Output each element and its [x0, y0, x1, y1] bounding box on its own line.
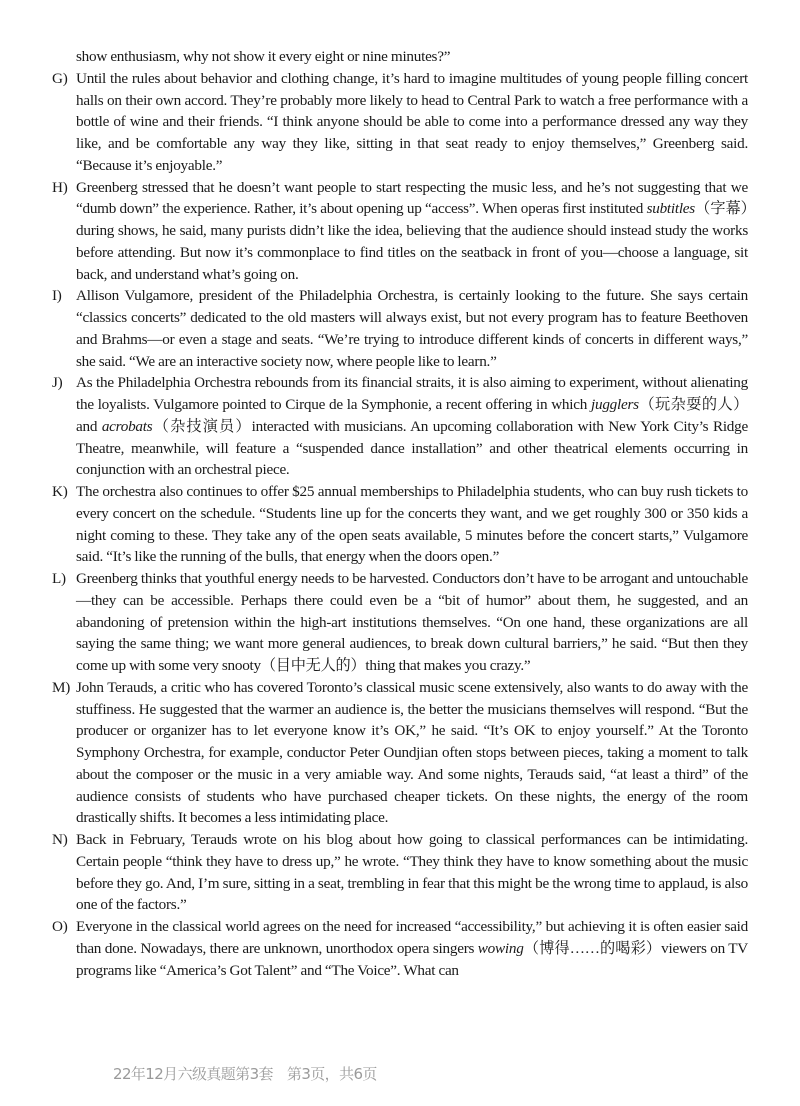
paragraph-o — [52, 916, 748, 981]
italic-term: jugglers — [591, 396, 639, 413]
paragraph-label: K) — [52, 483, 68, 500]
footer-exam-title: 22年12月六级真题第3套 — [113, 1065, 273, 1083]
paragraph-text: Allison Vulgamore, president of the Philadelphia Orchestra, is certainly looking to the future. She says certain “classics concerts” dedicated to the old masters will always exist, but not every program has to feature Beethoven and Brahms—or even a stage and seats. “We’re trying to introduce different kinds of concerts in different ways,” she said. “We are an interactive society now, where people like to learn.” — [76, 287, 748, 370]
italic-term: wowing — [477, 939, 524, 957]
paragraph-k — [52, 481, 748, 568]
paragraph-label: L) — [52, 570, 66, 587]
paragraph-i — [52, 285, 748, 372]
paragraph-continued — [52, 46, 748, 68]
paragraph-label: G) — [52, 69, 68, 87]
paragraph-text: show enthusiasm, why not show it every eight or nine minutes?” — [76, 48, 451, 65]
paragraph-j — [52, 372, 748, 481]
paragraph-h — [52, 177, 748, 286]
paragraph-text: Greenberg thinks that youthful energy needs to be harvested. Conductors don’t have to be arrogant and untouchable—they can be accessible. Perhaps there could even be a “bit of humor” about them, he suggested, and an abandoning of pretension within the high-art institutions themselves. “On one hand, these organizations are all saying the same thing; we want more general audiences, to break down cultural barriers,” he said. “But then they come up with some very snooty（目中无人的）thing that makes you crazy.” — [76, 570, 748, 674]
paragraph-text: John Terauds, a critic who has covered Toronto’s classical music scene extensively, also wants to do away with the stuffiness. He suggested that the warmer an audience is, the better the musicians themselves will respond. “But the producer or organizer has to let everyone know it’s OK,” he said. “It’s OK to enjoy yourself.” At the Toronto Symphony Orchestra, for example, conductor Peter Oundjian often stops between pieces, taking a moment to talk about the composer or the music in a very amiable way. And some nights, Terauds said, “at least a third” of the audience consists of students who have purchased cheaper tickets. On these nights, the energy of the room drastically shifts. It becomes a less intimidating place. — [76, 678, 748, 827]
paragraph-label: J) — [52, 374, 63, 392]
paragraph-label: N) — [52, 831, 68, 848]
document-body — [52, 46, 748, 981]
paragraph-text: （杂技演员）interacted with musicians. An upcoming collaboration with New York City’s Ridge Theatre, meanwhile, will feature a “suspended dance installation” and other theatrical elements occurring in conjunction with an orchestral piece. — [76, 417, 748, 479]
italic-term: acrobats — [101, 417, 153, 435]
paragraph-text: Until the rules about behavior and clothing change, it’s hard to imagine multitudes of young people filling concert halls on their own accord. They’re probably more likely to head to Central Park to watch a free performance with a bottle of wine and their friends. “I think anyone should be able to come into a performance dressed any way they like, and be comfortable any way they like, sitting in that seat ready to enjoy themselves,” Greenberg said. “Because it’s enjoyable.” — [76, 69, 748, 174]
page-footer — [113, 1063, 391, 1084]
paragraph-text: The orchestra also continues to offer $25 annual memberships to Philadelphia students, who can buy rush tickets to every concert on the schedule. “Students line up for the concerts they want, and we get roughly 300 or 350 kids a night coming to these. They take any of the open seats available, 5 minutes before the concert starts,” Vulgamore said. “It’s like the running of the bulls, that energy when the doors open.” — [76, 483, 748, 566]
paragraph-l — [52, 568, 748, 677]
paragraph-text: Greenberg stressed that he doesn’t want people to start respecting the music less, and he’s not suggesting that we “dumb down” the experience. Rather, it’s about opening up “access”. When operas first instituted — [76, 178, 748, 218]
paragraph-text: As the Philadelphia Orchestra rebounds from its financial straits, it is also aiming to experiment, without alienating the loyalists. Vulgamore pointed to Cirque de la Symphonie, a recent offering in which — [76, 374, 748, 413]
paragraph-n — [52, 829, 748, 916]
paragraph-text: （博得……的喝彩）viewers on TV programs like “America’s Got Talent” and “The Voice”. What can — [76, 939, 748, 979]
paragraph-text: （玩杂耍的人）and — [76, 396, 749, 435]
paragraph-label: I) — [52, 287, 62, 305]
paragraph-text: Back in February, Terauds wrote on his blog about how going to classical performances can be intimidating. Certain people “think they have to dress up,” he wrote. “They think they have to know something about the music before they go. And, I’m sure, sitting in a seat, trembling in fear that this might be the wrong time to applaud, is also one of the factors.” — [76, 831, 748, 914]
paragraph-label: M) — [52, 678, 71, 696]
paragraph-m — [52, 677, 748, 829]
paragraph-text: （字幕）during shows, he said, many purists didn’t like the idea, believing that the audience should instead study the works before attending. But now it’s commonplace to find titles on the seatback in front of you—choose a language, sit back, and understand what’s going on. — [76, 200, 748, 283]
footer-page-number: 第3页，共6页 — [286, 1065, 377, 1083]
italic-term: subtitles — [646, 200, 695, 218]
paragraph-label: H) — [52, 178, 68, 196]
paragraph-g — [52, 68, 748, 177]
paragraph-label: O) — [52, 918, 68, 935]
paragraph-text: Everyone in the classical world agrees on the need for increased “accessibility,” but achieving it is often easier said than done. Nowadays, there are unknown, unorthodox opera singers — [76, 918, 748, 957]
